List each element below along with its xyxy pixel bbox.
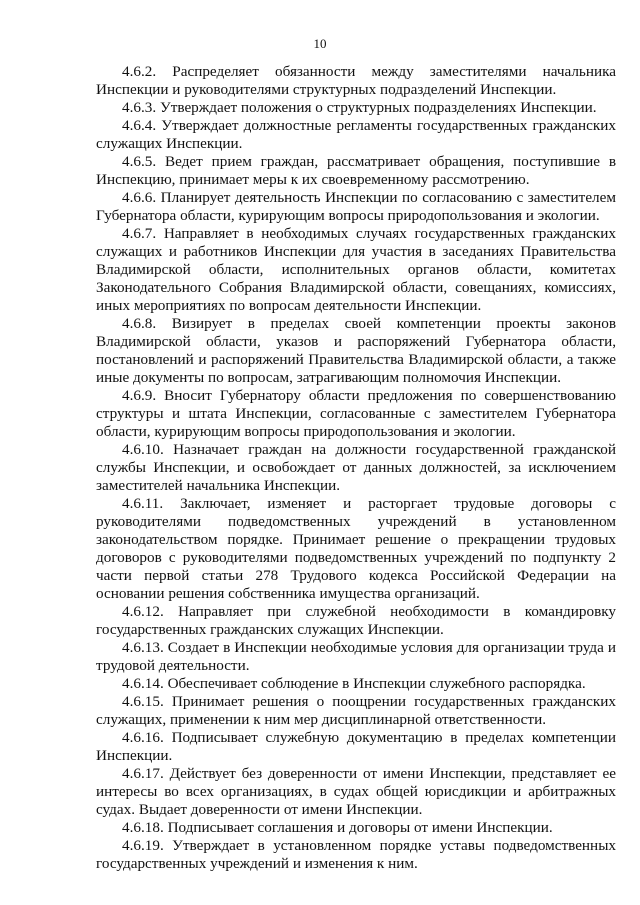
- paragraph-4-6-10: 4.6.10. Назначает граждан на должности государственной гражданской службы Инспекции, и освобождает от данных должностей, за исключением заместителей начальника Инспекции.: [96, 441, 616, 494]
- paragraph-4-6-9: 4.6.9. Вносит Губернатору области предложения по совершенствованию структуры и штата Инспекции, согласованные с заместителем Губернатора области, курирующим вопросы природопользования и экологии.: [96, 387, 616, 440]
- paragraph-4-6-2: 4.6.2. Распределяет обязанности между заместителями начальника Инспекции и руководителями структурных подразделений Инспекции.: [96, 63, 616, 98]
- page-number: 10: [313, 36, 327, 51]
- paragraph-4-6-11: 4.6.11. Заключает, изменяет и расторгает трудовые договоры с руководителями подведомственных учреждений в установленном законодательством порядке. Принимает решение о прекращении трудовых договоров с руководителями подведомственных учреждений по подпункту 2 части первой статьи 278 Трудового кодекса Российской Федерации на основании решения собственника имущества организаций.: [96, 495, 616, 602]
- paragraph-4-6-7: 4.6.7. Направляет в необходимых случаях государственных гражданских служащих и работников Инспекции для участия в заседаниях Правительства Владимирской области, исполнительных органов области, комитетах Законодательного Собрания Владимирской области, совещаниях, комиссиях, иных мероприятиях по вопросам деятельности Инспекции.: [96, 225, 616, 314]
- paragraph-4-6-4: 4.6.4. Утверждает должностные регламенты государственных гражданских служащих Инспекции.: [96, 117, 616, 152]
- paragraph-4-6-6: 4.6.6. Планирует деятельность Инспекции по согласованию с заместителем Губернатора области, курирующим вопросы природопользования и экологии.: [96, 189, 616, 224]
- paragraph-4-6-19: 4.6.19. Утверждает в установленном порядке уставы подведомственных государственных учреждений и изменения к ним.: [96, 837, 616, 872]
- paragraph-4-6-15: 4.6.15. Принимает решения о поощрении государственных гражданских служащих, применении к ним мер дисциплинарной ответственности.: [96, 693, 616, 728]
- paragraph-4-6-16: 4.6.16. Подписывает служебную документацию в пределах компетенции Инспекции.: [96, 729, 616, 764]
- document-body: [96, 63, 616, 873]
- paragraph-4-6-5: 4.6.5. Ведет прием граждан, рассматривает обращения, поступившие в Инспекцию, принимает меры к их своевременному рассмотрению.: [96, 153, 616, 188]
- paragraph-4-6-13: 4.6.13. Создает в Инспекции необходимые условия для организации труда и трудовой деятельности.: [96, 639, 616, 674]
- paragraph-4-6-18: 4.6.18. Подписывает соглашения и договоры от имени Инспекции.: [122, 819, 553, 836]
- paragraph-4-6-8: 4.6.8. Визирует в пределах своей компетенции проекты законов Владимирской области, указов и распоряжений Губернатора области, постановлений и распоряжений Правительства Владимирской области, а также иные документы по вопросам, затрагивающим полномочия Инспекции.: [96, 315, 616, 386]
- paragraph-4-6-12: 4.6.12. Направляет при служебной необходимости в командировку государственных гражданских служащих Инспекции.: [96, 603, 616, 638]
- paragraph-4-6-3: 4.6.3. Утверждает положения о структурных подразделениях Инспекции.: [122, 99, 597, 116]
- paragraph-4-6-14: 4.6.14. Обеспечивает соблюдение в Инспекции служебного распорядка.: [122, 675, 586, 692]
- paragraph-4-6-17: 4.6.17. Действует без доверенности от имени Инспекции, представляет ее интересы во всех организациях, в судах общей юрисдикции и арбитражных судах. Выдает доверенности от имени Инспекции.: [96, 765, 616, 818]
